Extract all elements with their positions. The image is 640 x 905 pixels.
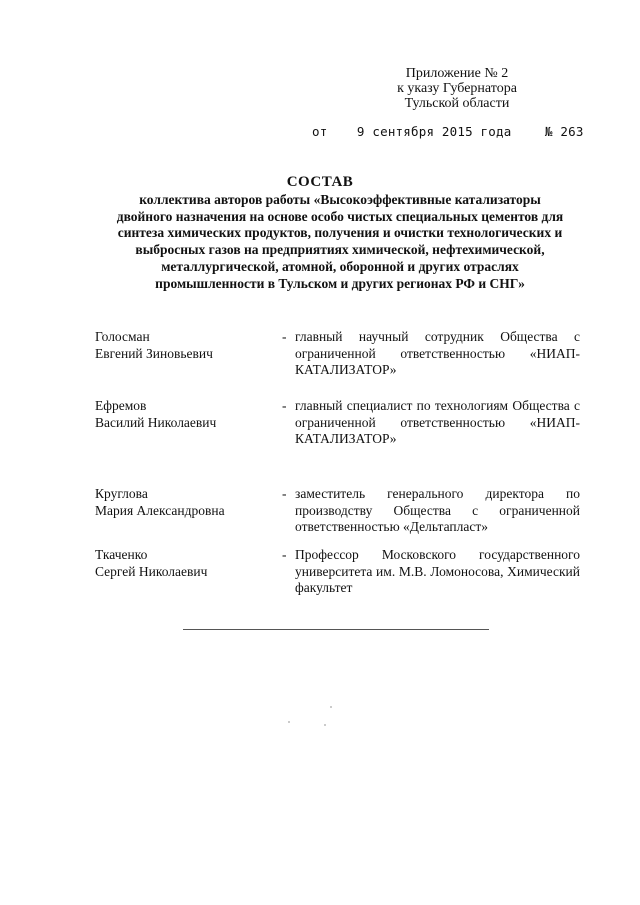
appendix-region: Тульской области — [404, 96, 510, 111]
subtitle-line: синтеза химических продуктов, получения и очистки технологических и — [117, 225, 563, 241]
member-given-names: Мария Александровна — [95, 502, 225, 518]
member-name — [95, 398, 280, 431]
member-role: Профессор Московского государственного университета им. М.В. Ломоносова, Химический факультет — [295, 547, 580, 595]
member-dash: - — [282, 329, 287, 344]
member-given-names: Евгений Зиновьевич — [95, 345, 213, 361]
member-given-names: Василий Николаевич — [95, 414, 217, 430]
subtitle-line: металлургической, атомной, оборонной и других отраслях — [161, 258, 519, 274]
subtitle-line: двойного назначения на основе особо чистых специальных цементов для — [116, 208, 564, 224]
member-role: заместитель генерального директора по производству Общества с ограниченной ответственностью «Дельтапласт» — [295, 486, 580, 534]
member-role: главный специалист по технологиям Общества с ограниченной ответственностью «НИАП-КАТАЛИЗАТОР» — [295, 398, 580, 446]
scan-speck — [288, 721, 290, 723]
member-surname: Ефремов — [95, 398, 147, 413]
decree-date-line — [312, 124, 584, 139]
appendix-block — [372, 66, 542, 111]
member-name — [95, 547, 280, 580]
scan-speck — [330, 706, 332, 708]
appendix-decree-ref: к указу Губернатора — [397, 81, 517, 96]
member-surname: Круглова — [95, 486, 148, 501]
subtitle-line: промышленности в Тульском и других регионах РФ и СНГ» — [155, 275, 525, 291]
subtitle-line: коллектива авторов работы «Высокоэффективные катализаторы — [139, 192, 541, 207]
appendix-number: Приложение № 2 — [405, 66, 509, 81]
scan-speck — [324, 724, 326, 726]
member-surname: Ткаченко — [95, 547, 148, 562]
member-name — [95, 486, 280, 519]
decree-prefix: от — [312, 124, 328, 139]
subtitle-line: выбросных газов на предприятиях химической, нефтехимической, — [135, 242, 545, 258]
document-subtitle — [80, 192, 600, 292]
closing-divider-line — [183, 629, 489, 630]
member-dash: - — [282, 486, 287, 501]
member-surname: Голосман — [95, 329, 150, 344]
member-dash: - — [282, 398, 287, 413]
member-role: главный научный сотрудник Общества с ограниченной ответственностью «НИАП-КАТАЛИЗАТОР» — [295, 329, 580, 377]
decree-date: 9 сентября 2015 года — [356, 124, 512, 139]
member-name — [95, 329, 280, 362]
decree-number-label: № — [544, 124, 553, 139]
member-given-names: Сергей Николаевич — [95, 563, 208, 579]
document-title: СОСТАВ — [286, 174, 354, 190]
member-dash: - — [282, 547, 287, 562]
decree-number: 263 — [560, 124, 584, 139]
